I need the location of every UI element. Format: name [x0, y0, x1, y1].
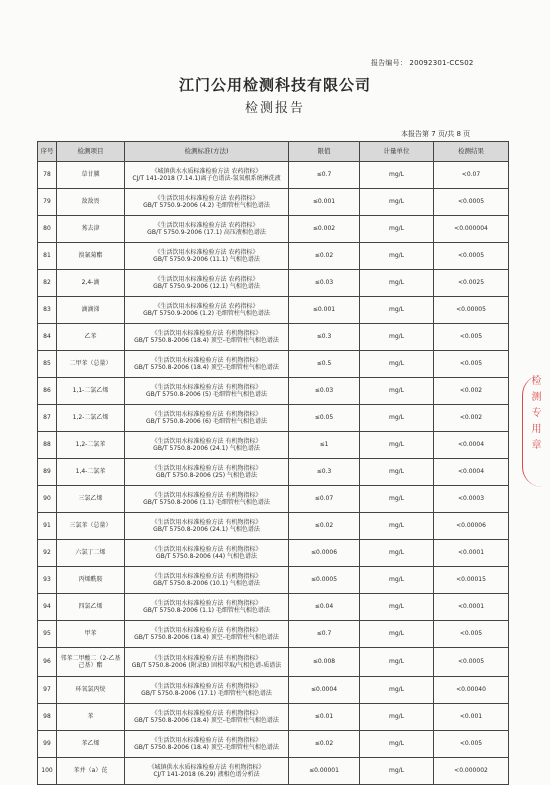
test-item: 邻苯二甲酸二（2-乙基己基）酯 [57, 648, 125, 677]
test-item: 草甘膦 [57, 162, 125, 189]
standard-line: GB/T 5750.8-2006 (1.1) 毛细管柱气相色谱法 [143, 499, 270, 506]
table-header-row [38, 142, 509, 162]
test-item: 敌敌畏 [57, 189, 125, 216]
standard-line: GB/T 5750.8-2006 (24.1) 气相色谱法 [153, 526, 260, 533]
table-row [38, 459, 509, 486]
row-number: 96 [38, 648, 57, 677]
limit-value: ≤0.0006 [289, 540, 360, 567]
table-row [38, 594, 509, 621]
company-name: 江门公用检测科技有限公司 [178, 76, 371, 94]
standard-line: GB/T 5750.8-2006 (附录B) 固相萃取/气相色谱-质谱法 [131, 662, 282, 669]
page-info: 本报告第 7 页/共 8 页 [401, 130, 471, 138]
standard-line: 《城镇供水水质标准检验方法 有机物指标》 [148, 763, 265, 771]
test-result: <0.0003 [434, 486, 509, 513]
test-result: <0.00040 [434, 677, 509, 704]
test-item: 滴滴涕 [57, 297, 125, 324]
standard-line: CJ/T 141-2018 (6.29) 液相色谱分析法 [153, 771, 260, 778]
unit: mg/L [360, 513, 434, 540]
test-result: <0.002 [434, 405, 509, 432]
limit-value: ≤0.03 [289, 378, 360, 405]
test-item: 2,4-滴 [57, 270, 125, 297]
unit: mg/L [360, 648, 434, 677]
col-header-limit: 限值 [289, 142, 360, 162]
row-number: 81 [38, 243, 57, 270]
test-standard [125, 324, 289, 351]
test-result: <0.002 [434, 378, 509, 405]
test-result: <0.00005 [434, 297, 509, 324]
row-number: 89 [38, 459, 57, 486]
unit: mg/L [360, 758, 434, 785]
unit: mg/L [360, 594, 434, 621]
limit-value: ≤0.008 [289, 648, 360, 677]
test-result: <0.00006 [434, 513, 509, 540]
test-item: 1,1-二氯乙烯 [57, 378, 125, 405]
limit-value: ≤0.3 [289, 324, 360, 351]
standard-line: GB/T 5750.8-2006 (25) 气相色谱法 [156, 472, 257, 479]
unit: mg/L [360, 243, 434, 270]
row-number: 91 [38, 513, 57, 540]
unit: mg/L [360, 270, 434, 297]
unit: mg/L [360, 486, 434, 513]
limit-value: ≤0.03 [289, 270, 360, 297]
standard-line: GB/T 5750.9-2006 (1.2) 毛细管柱气相色谱法 [143, 310, 270, 317]
standard-line: GB/T 5750.9-2006 (4.2) 毛细管柱气相色谱法 [143, 202, 270, 209]
row-number: 98 [38, 704, 57, 731]
row-number: 95 [38, 621, 57, 648]
test-standard [125, 432, 289, 459]
unit: mg/L [360, 459, 434, 486]
test-standard [125, 731, 289, 758]
unit: mg/L [360, 405, 434, 432]
test-standard [125, 513, 289, 540]
limit-value: ≤0.001 [289, 189, 360, 216]
limit-value: ≤0.07 [289, 486, 360, 513]
test-standard [125, 677, 289, 704]
test-standard [125, 378, 289, 405]
test-result: <0.000004 [434, 216, 509, 243]
unit: mg/L [360, 432, 434, 459]
test-result: <0.00015 [434, 567, 509, 594]
test-standard [125, 648, 289, 677]
table-row [38, 513, 509, 540]
table-row [38, 351, 509, 378]
test-standard [125, 243, 289, 270]
standard-line: 《生活饮用水标准检验方法 有机物指标》 [151, 518, 262, 526]
standard-line: 《生活饮用水标准检验方法 农药指标》 [154, 221, 259, 229]
standard-line: 《生活饮用水标准检验方法 有机物指标》 [151, 682, 262, 690]
test-standard [125, 459, 289, 486]
standard-line: 《生活饮用水标准检验方法 有机物指标》 [151, 709, 262, 717]
table-row [38, 704, 509, 731]
row-number: 79 [38, 189, 57, 216]
standard-line: GB/T 5750.8-2006 (1.1) 毛细管柱气相色谱法 [143, 607, 270, 614]
table-row [38, 677, 509, 704]
test-standard [125, 162, 289, 189]
unit: mg/L [360, 351, 434, 378]
col-header-item: 检测项目 [57, 142, 125, 162]
unit: mg/L [360, 162, 434, 189]
table-row [38, 270, 509, 297]
test-item: 三氯苯（总量） [57, 513, 125, 540]
unit: mg/L [360, 540, 434, 567]
test-standard [125, 621, 289, 648]
test-result: <0.07 [434, 162, 509, 189]
test-standard [125, 567, 289, 594]
row-number: 80 [38, 216, 57, 243]
unit: mg/L [360, 324, 434, 351]
standard-line: 《生活饮用水标准检验方法 有机物指标》 [151, 572, 262, 580]
standard-line: 《生活饮用水标准检验方法 有机物指标》 [151, 383, 262, 391]
test-result: <0.0025 [434, 270, 509, 297]
row-number: 83 [38, 297, 57, 324]
test-result: <0.0005 [434, 243, 509, 270]
test-result: <0.001 [434, 704, 509, 731]
test-item: 四氯乙烯 [57, 594, 125, 621]
limit-value: ≤0.0005 [289, 567, 360, 594]
unit: mg/L [360, 297, 434, 324]
test-standard [125, 405, 289, 432]
test-standard [125, 704, 289, 731]
standard-line: 《生活饮用水标准检验方法 有机物指标》 [151, 654, 262, 662]
standard-line: GB/T 5750.9-2006 (17.1) 高压液相色谱法 [147, 229, 266, 236]
limit-value: ≤0.00001 [289, 758, 360, 785]
test-item: 苯乙烯 [57, 731, 125, 758]
test-item: 丙烯酰胺 [57, 567, 125, 594]
standard-line: GB/T 5750.8-2006 (18.4) 顶空-毛细管柱气相色谱法 [134, 337, 279, 344]
limit-value: ≤0.002 [289, 216, 360, 243]
unit: mg/L [360, 731, 434, 758]
test-result: <0.0001 [434, 594, 509, 621]
standard-line: 《生活饮用水标准检验方法 有机物指标》 [151, 329, 262, 337]
test-item: 甲苯 [57, 621, 125, 648]
test-item: 1,2-二氯乙烯 [57, 405, 125, 432]
table-row [38, 243, 509, 270]
test-item: 苯 [57, 704, 125, 731]
row-number: 88 [38, 432, 57, 459]
test-item: 六氯丁二烯 [57, 540, 125, 567]
standard-line: GB/T 5750.8-2006 (24.1) 气相色谱法 [153, 445, 260, 452]
row-number: 84 [38, 324, 57, 351]
test-standard [125, 594, 289, 621]
row-number: 99 [38, 731, 57, 758]
test-item: 1,4-二氯苯 [57, 459, 125, 486]
inspection-seal: 检测专用章 [522, 375, 542, 487]
col-header-standard: 检测标准(方法) [125, 142, 289, 162]
table-row [38, 378, 509, 405]
test-item: 苯并（a）芘 [57, 758, 125, 785]
standard-line: 《生活饮用水标准检验方法 有机物指标》 [151, 437, 262, 445]
table-row [38, 567, 509, 594]
row-number: 86 [38, 378, 57, 405]
table-row [38, 162, 509, 189]
standard-line: 《生活饮用水标准检验方法 有机物指标》 [151, 545, 262, 553]
standard-line: GB/T 5750.9-2006 (12.1) 气相色谱法 [153, 283, 260, 290]
test-standard [125, 270, 289, 297]
test-result: <0.0001 [434, 540, 509, 567]
unit: mg/L [360, 567, 434, 594]
row-number: 94 [38, 594, 57, 621]
test-item: 1,2-二氯苯 [57, 432, 125, 459]
table-row [38, 297, 509, 324]
unit: mg/L [360, 677, 434, 704]
standard-line: GB/T 5750.8-2006 (17.1) 毛细管柱气相色谱法 [141, 690, 272, 697]
table-body [38, 162, 509, 785]
document-title: 检测报告 [244, 101, 305, 116]
standard-line: 《生活饮用水标准检验方法 有机物指标》 [151, 599, 262, 607]
standard-line: GB/T 5750.8-2006 (10.1) 气相色谱法 [153, 580, 260, 587]
test-standard [125, 189, 289, 216]
table-row [38, 486, 509, 513]
table-row [38, 432, 509, 459]
test-result: <0.005 [434, 731, 509, 758]
standard-line: GB/T 5750.8-2006 (18.4) 顶空-毛细管柱气相色谱法 [134, 717, 279, 724]
limit-value: ≤0.02 [289, 243, 360, 270]
test-result: <0.0004 [434, 432, 509, 459]
standard-line: GB/T 5750.8-2006 (18.4) 顶空-毛细管柱气相色谱法 [134, 364, 279, 371]
test-standard [125, 297, 289, 324]
unit: mg/L [360, 189, 434, 216]
standard-line: 《生活饮用水标准检验方法 有机物指标》 [151, 626, 262, 634]
table-row [38, 731, 509, 758]
test-result: <0.0005 [434, 648, 509, 677]
test-standard [125, 486, 289, 513]
standard-line: 《生活饮用水标准检验方法 有机物指标》 [151, 464, 262, 472]
standard-line: GB/T 5750.8-2006 (44) 气相色谱法 [156, 553, 257, 560]
limit-value: ≤0.05 [289, 405, 360, 432]
limit-value: ≤0.3 [289, 459, 360, 486]
limit-value: ≤0.001 [289, 297, 360, 324]
row-number: 78 [38, 162, 57, 189]
standard-line: 《生活饮用水标准检验方法 有机物指标》 [151, 356, 262, 364]
test-standard [125, 758, 289, 785]
standard-line: GB/T 5750.8-2006 (18.4) 顶空-毛细管柱气相色谱法 [134, 634, 279, 641]
standard-line: 《生活饮用水标准检验方法 农药指标》 [154, 302, 259, 310]
unit: mg/L [360, 704, 434, 731]
test-item: 溴氰菊酯 [57, 243, 125, 270]
table-row [38, 405, 509, 432]
table-row [38, 189, 509, 216]
test-result: <0.005 [434, 324, 509, 351]
unit: mg/L [360, 621, 434, 648]
test-result: <0.005 [434, 621, 509, 648]
test-item: 二甲苯（总量） [57, 351, 125, 378]
row-number: 97 [38, 677, 57, 704]
limit-value: ≤0.0004 [289, 677, 360, 704]
table-row [38, 540, 509, 567]
row-number: 93 [38, 567, 57, 594]
standard-line: 《生活饮用水标准检验方法 农药指标》 [154, 275, 259, 283]
standard-line: 《城镇供水水质标准检验方法 农药指标》 [151, 167, 262, 175]
standard-line: GB/T 5750.8-2006 (6) 毛细管柱气相色谱法 [145, 418, 268, 425]
test-result: <0.0004 [434, 459, 509, 486]
test-item: 莠去津 [57, 216, 125, 243]
limit-value: ≤0.02 [289, 731, 360, 758]
standard-line: 《生活饮用水标准检验方法 农药指标》 [154, 248, 259, 256]
standard-line: 《生活饮用水标准检验方法 有机物指标》 [151, 736, 262, 744]
row-number: 100 [38, 758, 57, 785]
test-standard [125, 351, 289, 378]
limit-value: ≤0.7 [289, 621, 360, 648]
test-item: 三氯乙烯 [57, 486, 125, 513]
test-standard [125, 216, 289, 243]
standard-line: 《生活饮用水标准检验方法 有机物指标》 [151, 491, 262, 499]
col-header-unit: 计量单位 [360, 142, 434, 162]
report-number: 报告编号： 20092301-CCS02 [371, 59, 474, 67]
col-header-result: 检测结果 [434, 142, 509, 162]
table-row [38, 216, 509, 243]
limit-value: ≤0.01 [289, 704, 360, 731]
limit-value: ≤1 [289, 432, 360, 459]
limit-value: ≤0.7 [289, 162, 360, 189]
standard-line: GB/T 5750.8-2006 (18.4) 顶空-毛细管柱气相色谱法 [134, 744, 279, 751]
row-number: 85 [38, 351, 57, 378]
limit-value: ≤0.5 [289, 351, 360, 378]
standard-line: GB/T 5750.9-2006 (11.1) 气相色谱法 [153, 256, 260, 263]
standard-line: CJ/T 141-2018 (7.14.1)离子色谱法-氢氧根系统淋洗液 [132, 175, 281, 182]
standard-line: 《生活饮用水标准检验方法 农药指标》 [154, 194, 259, 202]
col-header-no: 序号 [38, 142, 57, 162]
unit: mg/L [360, 378, 434, 405]
test-result: <0.000002 [434, 758, 509, 785]
standard-line: GB/T 5750.8-2006 (5) 毛细管柱气相色谱法 [145, 391, 268, 398]
table-row [38, 621, 509, 648]
test-standard [125, 540, 289, 567]
row-number: 82 [38, 270, 57, 297]
test-item: 乙苯 [57, 324, 125, 351]
test-result: <0.0005 [434, 189, 509, 216]
results-table [37, 141, 509, 785]
row-number: 92 [38, 540, 57, 567]
standard-line: 《生活饮用水标准检验方法 有机物指标》 [151, 410, 262, 418]
row-number: 90 [38, 486, 57, 513]
table-row [38, 648, 509, 677]
unit: mg/L [360, 216, 434, 243]
limit-value: ≤0.02 [289, 513, 360, 540]
test-item: 环氧氯丙烷 [57, 677, 125, 704]
table-row [38, 324, 509, 351]
limit-value: ≤0.04 [289, 594, 360, 621]
test-result: <0.005 [434, 351, 509, 378]
table-row [38, 758, 509, 785]
row-number: 87 [38, 405, 57, 432]
